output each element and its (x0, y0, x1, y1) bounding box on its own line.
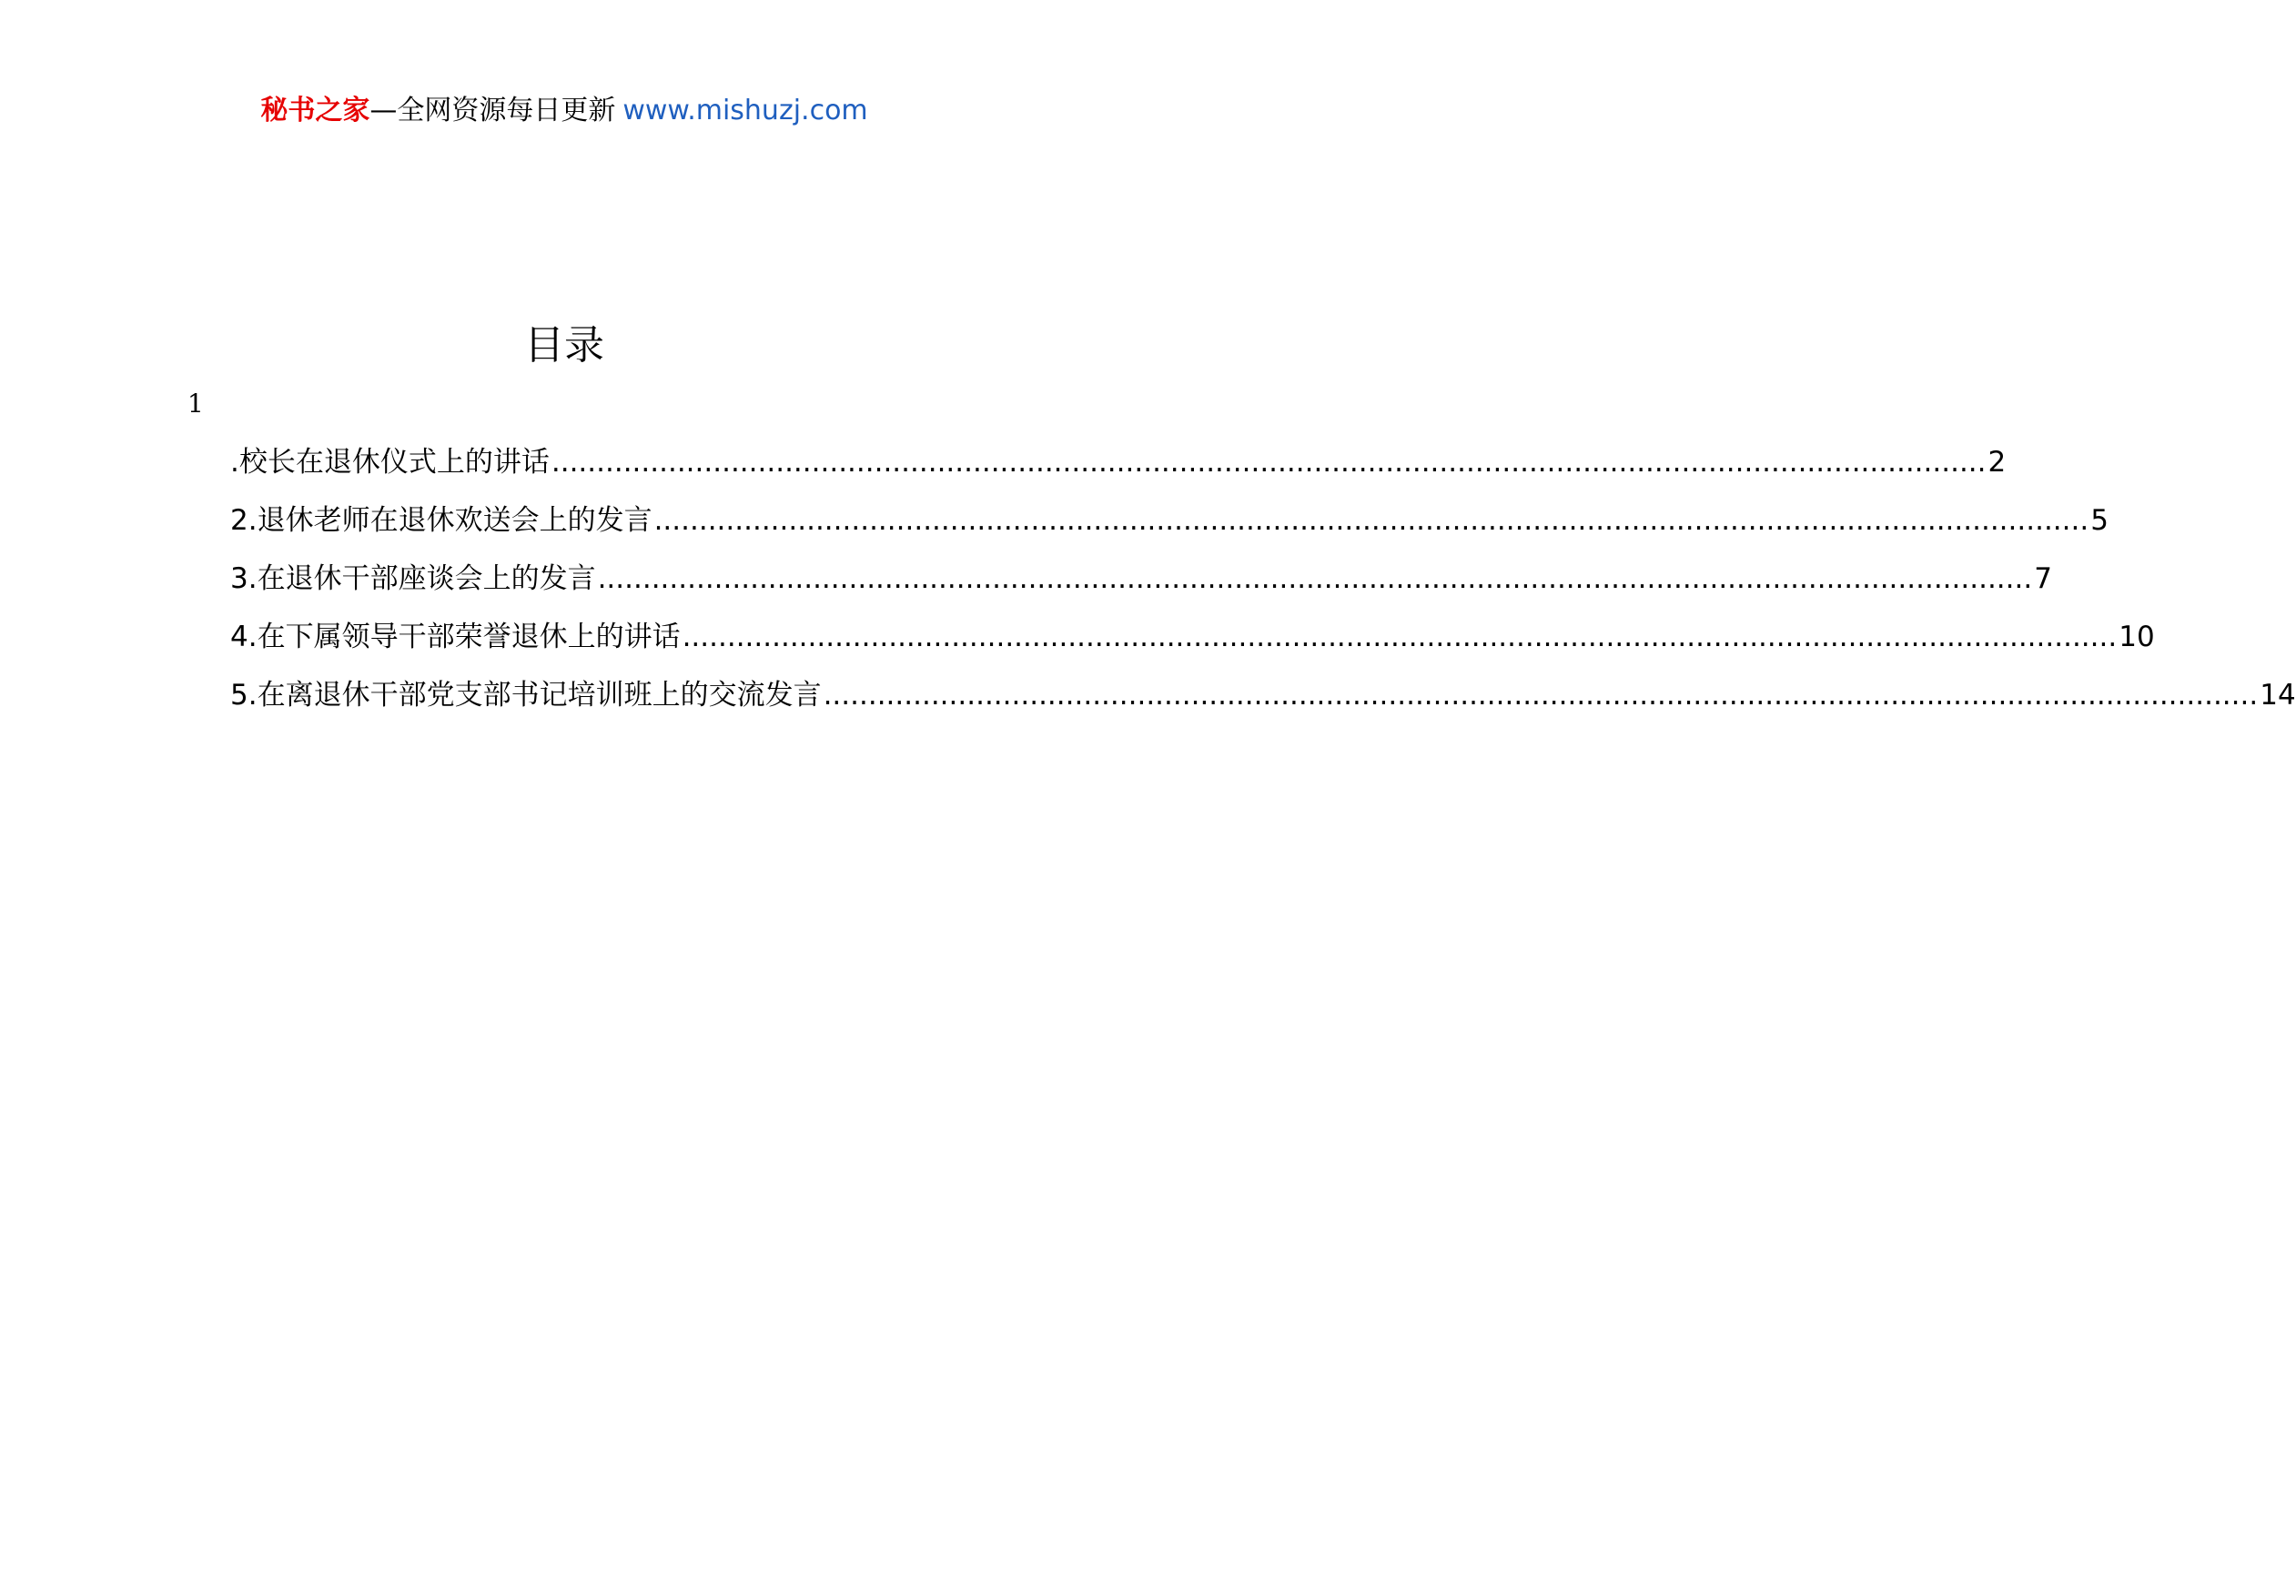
toc-title: 目录 (524, 322, 604, 369)
toc-entry-page: 5 (2090, 504, 2109, 537)
toc-entry-page: 14 (2260, 679, 2296, 712)
toc-dot-leader (683, 617, 2118, 657)
brand-name: 秘书之家 (260, 95, 370, 126)
toc-dot-leader (654, 500, 2089, 540)
toc-entry[interactable] (230, 500, 2109, 559)
header-url-link[interactable]: www.mishuzj.com (622, 95, 868, 126)
toc-entry[interactable] (230, 617, 2155, 675)
toc-dot-leader (824, 675, 2259, 715)
toc-entry[interactable] (230, 559, 2052, 617)
toc-entry-page: 10 (2119, 621, 2155, 653)
toc-entry[interactable] (230, 675, 2296, 733)
toc-entry-title: 4.在下属领导干部荣誉退休上的讲话 (230, 621, 681, 653)
toc-entry[interactable] (230, 442, 2007, 500)
toc-entry-title: 3.在退休干部座谈会上的发言 (230, 562, 596, 595)
toc-dot-leader (598, 559, 2033, 599)
toc-entry-page: 7 (2034, 562, 2052, 595)
page-header (0, 93, 1128, 129)
toc-entry-title: 2.退休老师在退休欢送会上的发言 (230, 504, 652, 537)
toc-entry-page: 2 (1988, 446, 2007, 479)
toc-entry-title: .校长在退休仪式上的讲话 (230, 446, 550, 479)
toc-dot-leader (551, 442, 1987, 482)
toc-list (230, 442, 2296, 733)
header-tagline: —全网资源每日更新 (369, 95, 616, 126)
toc-entry-title: 5.在离退休干部党支部书记培训班上的交流发言 (230, 679, 822, 712)
toc-item-number: 1 (187, 389, 204, 419)
